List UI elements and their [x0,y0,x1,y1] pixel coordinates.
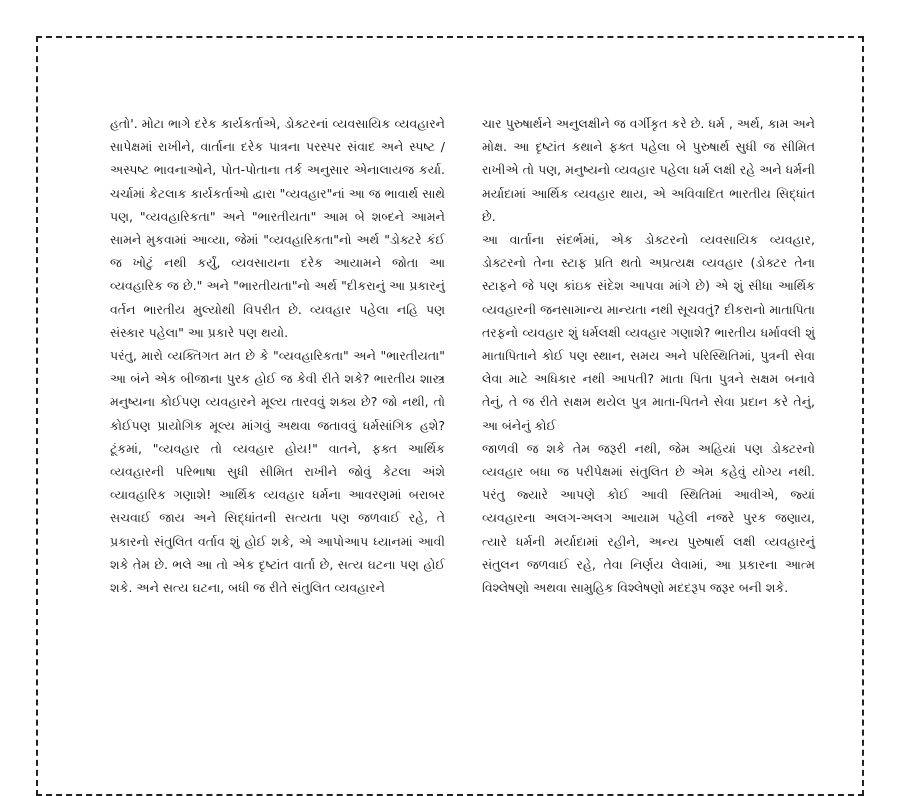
paragraph-4: આ વાર્તાના સંદર્ભમાં, એક ડોક્ટરનો વ્યવસાયિક વ્યવહાર, ડોક્ટરનો તેના સ્ટાફ પ્રતિ થતો અપ્રત્યક્ષ વ્યવહાર (ડોક્ટર તેના સ્ટાફને જે પણ કાંઇક સંદેશ આપવા માંગે છે) એ શું સીધા આર્થિક વ્યવહારની જનસામાન્ય માન્યતા નથી સૂચવતું? દીકરાનો માતાપિતા તરફનો વ્યવહાર શું ધર્મલક્ષી વ્યવહાર ગણાશે? ભારતીય ધર્માવલી શું માતાપિતાને કોઈ પણ સ્થાન, સમય અને પરિસ્થિતિમાં, પુત્રની સેવા લેવા માટે અધિકાર નથી આપતી? માતા પિતા પુત્રને સક્ષમ બનાવે તેનું, તે જ રીતે સક્ષમ થયેલ પુત્ર માતા-પિતને સેવા પ્રદાન કરે તેનું, આ બંનેનું કોઈ [482,232,815,433]
right-column [482,112,815,599]
paragraph-2: પરંતુ, મારો વ્યક્તિગત મત છે કે "વ્યવહારિકતા" અને "ભારતીયતા" આ બંને એક બીજાના પુરક હોઈ જ કેવી રીતે શકે? ભારતીય શાસ્ત્ર મનુષ્યના કોઈપણ વ્યવહારને મૂલ્ય તારવવું શક્ય છે? જો નથી, તો કોઈપણ પ્રાયોગિક મૂલ્ય માંગવું અથવા જતાવવું ધર્મસાંગિક હશે? ટૂંકમાં, "વ્યવહાર તો વ્યવહાર હોય!" વાતને, ફક્ત આર્થિક વ્યવહારની પરિભાષા સુધી સીમિત રાખીને જોવું કેટલા અંશે વ્યાવહારિક ગણાશે! આર્થિક વ્યવહાર ધર્મના આવરણમાં બરાબર સચવાઈ જાય અને સિદ્ધાંતની સત્યતા પણ જળવાઈ રહે, તે પ્રકારનો સંતુલિત વર્તાવ શું હોઈ શકે, એ આપોઆપ ધ્યાનમાં આવી શકે તેમ છે. ભલે આ તો એક દૃષ્ટાંત વાર્તા છે, સત્ય ઘટના પણ હોઈ શકે. અને સત્ય ઘટના, બધી જ રીતે સંતુલિત વ્યવહારને [110,348,445,596]
paragraph-5: જાળવી જ શકે તેમ જરૂરી નથી, જેમ અહિયાં પણ ડોક્ટરનો વ્યવહાર બધા જ પરીપેક્ષમાં સંતુલિત છે એમ કહેવું યોગ્ય નથી. પરંતુ જ્યારે આપણે કોઈ આવી સ્થિતિમાં આવીએ, જ્યાં વ્યવહારના અલગ-અલગ આયામ પહેલી નજરે પુરક જણાય, ત્યારે ધર્મની મર્યાદામાં રહીને, અન્ય પુરુષાર્થ લક્ષી વ્યવહારનું સંતુલન જળવાઈ રહે, તેવા નિર્ણય લેવામાં, આ પ્રકારના આત્મ વિશ્લેષણો અથવા સામુહિક વિશ્લેષણો મદદરૂપ જરૂર બની શકે. [482,440,815,596]
left-column [110,112,445,599]
paragraph-1: હતો'. મોટા ભાગે દરેક કાર્યકર્તાએ, ડોક્ટરનાં વ્યવસાયિક વ્યવહારને સાપેક્ષમાં રાખીને, વાર્તાના દરેક પાત્રના પરસ્પર સંવાદ અને સ્પષ્ટ / અસ્પષ્ટ ભાવનાઓને, પોત-પોતાના તર્ક અનુસાર એનાલાયજ કર્યા. ચર્ચામાં કેટલાક કાર્યકર્તાઓ દ્વારા "વ્યવહાર"નાં આ જ ભાવાર્થ સાથે પણ, "વ્યવહારિકતા" અને "ભારતીયતા" આમ બે શબ્દને આમને સામને મુકવામાં આવ્યા, જેમાં "વ્યવહારિકતા"નો અર્થ "ડોક્ટરે કંઈ જ ખોટું નથી કર્યું, વ્યવસાયના દરેક આયામને જોતા આ વ્યવહારિક જ છે." અને "ભારતીયતા"નો અર્થ "દીકરાનું આ પ્રકારનું વર્તન ભારતીય મુલ્યોથી વિપરીત છે. વ્યવહાર પહેલા નહિ પણ સંસ્કાર પહેલા" આ પ્રકારે પણ થયો. [110,116,445,340]
paragraph-3: ચાર પુરુષાર્થને અનુલક્ષીને જ વર્ગીકૃત કરે છે. ધર્મ , અર્થ, કામ અને મોક્ષ. આ દૃષ્ટાંત કથાને ફક્ત પહેલા બે પુરુષાર્થ સુધી જ સીમિત રાખીએ તો પણ, મનુષ્યનો વ્યવહાર પહેલા ધર્મ લક્ષી રહે અને ધર્મની મર્યાદામાં આર્થિક વ્યવહાર થાય, એ અવિવાદિત ભારતીય સિદ્ધાંત છે. [482,116,815,224]
